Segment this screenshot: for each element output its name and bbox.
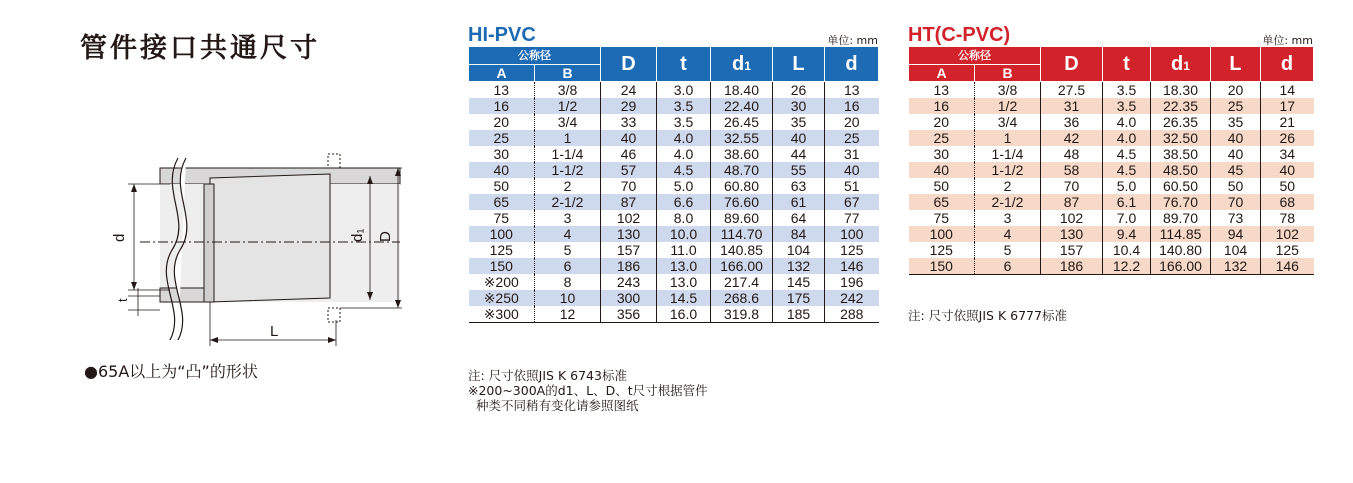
- table-cell: 13.0: [657, 258, 711, 274]
- table-cell: 3: [535, 210, 601, 226]
- table-cell: 185: [773, 306, 825, 323]
- t-label: t: [115, 298, 130, 302]
- table-cell: 24: [601, 82, 657, 99]
- ht-cpvc-unit: 单位: mm: [1262, 34, 1313, 47]
- pipe-socket-diagram: [100, 150, 420, 350]
- table-cell: 157: [601, 242, 657, 258]
- table-cell: 18.40: [711, 82, 773, 99]
- table-cell: 150: [909, 258, 975, 275]
- table-cell: 4: [535, 226, 601, 242]
- table-cell: 5: [975, 242, 1041, 258]
- table-row: [909, 98, 1314, 114]
- table-cell: 9.4: [1103, 226, 1151, 242]
- table-cell: 157: [1041, 242, 1103, 258]
- table-cell: 16.0: [657, 306, 711, 323]
- table-cell: 5.0: [657, 178, 711, 194]
- table-cell: 100: [489, 225, 513, 242]
- table-cell: 130: [601, 226, 657, 242]
- socket-body: [210, 174, 330, 302]
- table-cell: 242: [825, 290, 879, 306]
- table-cell: 31: [825, 146, 879, 162]
- table-cell: 35: [773, 114, 825, 130]
- table-cell: 6: [975, 258, 1041, 275]
- table-cell: 22.35: [1151, 98, 1211, 114]
- table-cell: 32.50: [1151, 130, 1211, 146]
- header-d1-main: d: [1171, 52, 1184, 75]
- table-row: [909, 146, 1314, 162]
- table-row: [469, 274, 879, 290]
- table-row: [909, 242, 1314, 258]
- table-row: [469, 194, 879, 210]
- table-cell: 63: [773, 178, 825, 194]
- table-row: [909, 226, 1314, 242]
- note-line: ※200~300A的d1、L、D、t尺寸根据管件: [468, 383, 708, 398]
- table-cell: 65: [493, 193, 510, 210]
- table-cell: 25: [825, 130, 879, 146]
- table-cell: 48.70: [711, 162, 773, 178]
- table-cell: 17: [1261, 98, 1314, 114]
- table-cell: 104: [773, 242, 825, 258]
- table-cell: 2: [975, 178, 1041, 194]
- table-cell: 10: [535, 290, 601, 306]
- table-cell: 76.60: [711, 194, 773, 210]
- table-cell: 26.45: [711, 114, 773, 130]
- table-row: [469, 226, 879, 242]
- header-d: d: [825, 47, 879, 82]
- table-cell: 3.5: [1103, 98, 1151, 114]
- table-cell: 68: [1261, 194, 1314, 210]
- table-cell: 1-1/2: [975, 162, 1041, 178]
- header-D: D: [1041, 47, 1103, 82]
- table-cell: 13: [825, 82, 879, 99]
- D-label: D: [377, 231, 394, 242]
- table-cell: 125: [489, 241, 513, 258]
- table-cell: 30: [933, 145, 950, 162]
- table-cell: 20: [1211, 82, 1261, 99]
- table-cell: 1/2: [535, 98, 601, 114]
- table-row: [909, 258, 1314, 275]
- table-cell: 102: [1041, 210, 1103, 226]
- table-cell: 40: [1211, 130, 1261, 146]
- table-cell: 10.4: [1103, 242, 1151, 258]
- header-t: t: [657, 47, 711, 82]
- hi-pvc-table: [468, 46, 879, 323]
- table-cell: 20: [825, 114, 879, 130]
- table-cell: 3.5: [1103, 82, 1151, 99]
- table-cell: 67: [825, 194, 879, 210]
- table-cell: 268.6: [711, 290, 773, 306]
- ht-cpvc-table-body: [909, 82, 1314, 275]
- table-row: [469, 162, 879, 178]
- table-cell: 166.00: [1151, 258, 1211, 275]
- table-cell: 16: [933, 97, 950, 114]
- table-cell: 13: [933, 81, 950, 98]
- table-row: [469, 306, 879, 323]
- table-cell: 356: [601, 306, 657, 323]
- table-cell: 3/4: [975, 114, 1041, 130]
- table-row: [909, 178, 1314, 194]
- note-line: 注: 尺寸依照JIS K 6743标准: [468, 368, 627, 383]
- table-cell: 3.0: [657, 82, 711, 99]
- table-cell: 100: [825, 226, 879, 242]
- flange-outline-top: [328, 154, 340, 168]
- table-cell: 4: [975, 226, 1041, 242]
- table-row: [909, 194, 1314, 210]
- d-label: d: [111, 233, 128, 242]
- table-cell: 12.2: [1103, 258, 1151, 275]
- table-cell: 8: [535, 274, 601, 290]
- table-cell: 14.5: [657, 290, 711, 306]
- table-cell: 40: [825, 162, 879, 178]
- header-d1-main: d: [732, 52, 745, 75]
- table-cell: 87: [1041, 194, 1103, 210]
- header-nominal: 公称径: [469, 47, 601, 65]
- table-cell: 25: [493, 129, 510, 146]
- table-cell: 55: [773, 162, 825, 178]
- table-cell: 2-1/2: [535, 194, 601, 210]
- table-cell: 26.35: [1151, 114, 1211, 130]
- table-cell: 288: [825, 306, 879, 323]
- header-L: L: [1211, 47, 1261, 82]
- table-cell: 4.0: [1103, 130, 1151, 146]
- header-b: B: [975, 65, 1041, 82]
- ht-cpvc-table: [908, 46, 1314, 275]
- table-cell: 11.0: [657, 242, 711, 258]
- table-cell: 87: [601, 194, 657, 210]
- table-cell: 102: [1261, 226, 1314, 242]
- table-cell: 7.0: [1103, 210, 1151, 226]
- table-cell: 5.0: [1103, 178, 1151, 194]
- table-cell: 38.50: [1151, 146, 1211, 162]
- table-cell: 1: [535, 130, 601, 146]
- table-cell: 78: [1261, 210, 1314, 226]
- table-cell: 13: [493, 81, 510, 98]
- table-cell: 57: [601, 162, 657, 178]
- table-cell: 12: [535, 306, 601, 323]
- table-cell: 40: [1261, 162, 1314, 178]
- table-cell: 145: [773, 274, 825, 290]
- table-cell: 30: [493, 145, 510, 162]
- table-cell: 27.5: [1041, 82, 1103, 99]
- table-cell: 13.0: [657, 274, 711, 290]
- table-cell: 48.50: [1151, 162, 1211, 178]
- hi-pvc-notes: [468, 368, 708, 413]
- hi-pvc-title: HI-PVC: [468, 24, 536, 46]
- table-cell: 243: [601, 274, 657, 290]
- table-cell: 36: [1041, 114, 1103, 130]
- table-cell: 6.6: [657, 194, 711, 210]
- table-row: [469, 242, 879, 258]
- table-row: [469, 146, 879, 162]
- table-cell: 150: [489, 257, 513, 274]
- table-row: [469, 178, 879, 194]
- table-cell: 20: [493, 113, 510, 130]
- table-cell: 38.60: [711, 146, 773, 162]
- table-cell: 25: [1211, 98, 1261, 114]
- table-cell: 21: [1261, 114, 1314, 130]
- shape-note: ●65A以上为“凸”的形状: [84, 362, 258, 381]
- table-cell: 61: [773, 194, 825, 210]
- table-cell: 186: [601, 258, 657, 274]
- table-cell: 100: [929, 225, 953, 242]
- table-cell: 1-1/2: [535, 162, 601, 178]
- table-cell: 3.5: [657, 114, 711, 130]
- table-cell: 175: [773, 290, 825, 306]
- table-cell: 6.1: [1103, 194, 1151, 210]
- table-cell: 60.50: [1151, 178, 1211, 194]
- header-d1-sub: 1: [1183, 58, 1190, 73]
- page-title: 管件接口共通尺寸: [80, 33, 320, 64]
- table-cell: 1-1/4: [535, 146, 601, 162]
- table-cell: 104: [1211, 242, 1261, 258]
- header-d1: [711, 47, 773, 82]
- ht-cpvc-notes: [908, 308, 1067, 323]
- header-nominal: 公称径: [909, 47, 1041, 65]
- table-cell: 14: [1261, 82, 1314, 99]
- table-row: [909, 210, 1314, 226]
- table-cell: 50: [493, 177, 510, 194]
- table-cell: 130: [1041, 226, 1103, 242]
- table-row: [469, 130, 879, 146]
- table-cell: ※300: [469, 306, 535, 323]
- table-row: [469, 210, 879, 226]
- table-cell: 26: [1261, 130, 1314, 146]
- table-cell: 45: [1211, 162, 1261, 178]
- table-cell: 42: [1041, 130, 1103, 146]
- table-cell: 140.80: [1151, 242, 1211, 258]
- header-b: B: [535, 65, 601, 82]
- header-d: d: [1261, 47, 1314, 82]
- header-L: L: [773, 47, 825, 82]
- table-cell: 51: [825, 178, 879, 194]
- hi-pvc-unit: 单位: mm: [827, 34, 878, 47]
- table-cell: 3: [975, 210, 1041, 226]
- table-cell: 146: [1261, 258, 1314, 275]
- table-cell: 94: [1211, 226, 1261, 242]
- table-cell: 50: [1261, 178, 1314, 194]
- table-cell: 40: [773, 130, 825, 146]
- note-line: 注: 尺寸依照JIS K 6777标准: [908, 308, 1067, 323]
- table-cell: 2: [535, 178, 601, 194]
- table-cell: 146: [825, 258, 879, 274]
- table-cell: 40: [601, 130, 657, 146]
- table-cell: 125: [825, 242, 879, 258]
- header-a: A: [909, 65, 975, 82]
- table-cell: 3/8: [535, 82, 601, 99]
- table-cell: 125: [1261, 242, 1314, 258]
- d1-label: d₁: [349, 228, 366, 242]
- table-row: [469, 258, 879, 274]
- table-cell: 34: [1261, 146, 1314, 162]
- table-cell: 89.60: [711, 210, 773, 226]
- table-cell: 10.0: [657, 226, 711, 242]
- table-cell: 76.70: [1151, 194, 1211, 210]
- table-cell: 4.5: [1103, 162, 1151, 178]
- table-cell: 4.0: [657, 146, 711, 162]
- hi-pvc-table-body: [469, 82, 879, 323]
- table-cell: 114.85: [1151, 226, 1211, 242]
- table-row: [909, 114, 1314, 130]
- table-cell: 4.5: [1103, 146, 1151, 162]
- table-cell: 8.0: [657, 210, 711, 226]
- table-cell: 114.70: [711, 226, 773, 242]
- table-cell: 46: [601, 146, 657, 162]
- note-line: 种类不同稍有变化请参照图纸: [468, 398, 639, 413]
- table-cell: 35: [1211, 114, 1261, 130]
- table-row: [469, 114, 879, 130]
- table-cell: 73: [1211, 210, 1261, 226]
- table-cell: 50: [933, 177, 950, 194]
- header-D: D: [601, 47, 657, 82]
- table-cell: 18.30: [1151, 82, 1211, 99]
- table-cell: 140.85: [711, 242, 773, 258]
- table-cell: 3.5: [657, 98, 711, 114]
- table-cell: 60.80: [711, 178, 773, 194]
- table-cell: 70: [601, 178, 657, 194]
- header-d1-sub: 1: [744, 58, 751, 73]
- header-d1: [1151, 47, 1211, 82]
- table-cell: 65: [933, 193, 950, 210]
- table-cell: 102: [601, 210, 657, 226]
- table-cell: 48: [1041, 146, 1103, 162]
- table-cell: 29: [601, 98, 657, 114]
- table-cell: 1/2: [975, 98, 1041, 114]
- table-cell: 84: [773, 226, 825, 242]
- table-cell: 186: [1041, 258, 1103, 275]
- table-cell: 40: [1211, 146, 1261, 162]
- table-cell: 16: [493, 97, 510, 114]
- table-cell: 70: [1211, 194, 1261, 210]
- table-cell: ※200: [483, 273, 519, 290]
- table-cell: 3/4: [535, 114, 601, 130]
- table-row: [469, 82, 879, 99]
- table-cell: 217.4: [711, 274, 773, 290]
- table-cell: 132: [1211, 258, 1261, 275]
- table-cell: 70: [1041, 178, 1103, 194]
- table-row: [909, 162, 1314, 178]
- table-cell: 58: [1041, 162, 1103, 178]
- header-t: t: [1103, 47, 1151, 82]
- table-cell: 196: [825, 274, 879, 290]
- table-cell: 75: [933, 209, 950, 226]
- table-cell: 22.40: [711, 98, 773, 114]
- table-cell: ※250: [483, 289, 519, 306]
- socket-step: [204, 184, 214, 302]
- table-cell: 132: [773, 258, 825, 274]
- table-cell: 30: [773, 98, 825, 114]
- table-cell: 50: [1211, 178, 1261, 194]
- table-cell: 77: [825, 210, 879, 226]
- table-cell: 4.0: [657, 130, 711, 146]
- table-cell: 1: [975, 130, 1041, 146]
- table-cell: 40: [933, 161, 950, 178]
- table-cell: 6: [535, 258, 601, 274]
- table-cell: 75: [493, 209, 510, 226]
- table-cell: 5: [535, 242, 601, 258]
- table-cell: 33: [601, 114, 657, 130]
- table-cell: 2-1/2: [975, 194, 1041, 210]
- table-cell: 16: [825, 98, 879, 114]
- table-cell: 3/8: [975, 82, 1041, 99]
- table-cell: 89.70: [1151, 210, 1211, 226]
- ht-cpvc-title: HT(C-PVC): [908, 24, 1011, 46]
- flange-outline-bottom: [328, 308, 340, 322]
- table-cell: 4.0: [1103, 114, 1151, 130]
- table-cell: 20: [933, 113, 950, 130]
- header-a: A: [469, 65, 535, 82]
- table-cell: 319.8: [711, 306, 773, 323]
- table-cell: 26: [773, 82, 825, 99]
- table-row: [469, 98, 879, 114]
- table-cell: 4.5: [657, 162, 711, 178]
- table-cell: 166.00: [711, 258, 773, 274]
- table-row: [469, 290, 879, 306]
- L-label: L: [270, 323, 279, 340]
- table-cell: 32.55: [711, 130, 773, 146]
- table-cell: 44: [773, 146, 825, 162]
- table-cell: 1-1/4: [975, 146, 1041, 162]
- table-cell: 64: [773, 210, 825, 226]
- table-row: [909, 130, 1314, 146]
- table-cell: 40: [493, 161, 510, 178]
- table-row: [909, 82, 1314, 99]
- table-cell: 125: [929, 241, 953, 258]
- table-cell: 25: [933, 129, 950, 146]
- table-cell: 300: [601, 290, 657, 306]
- table-cell: 31: [1041, 98, 1103, 114]
